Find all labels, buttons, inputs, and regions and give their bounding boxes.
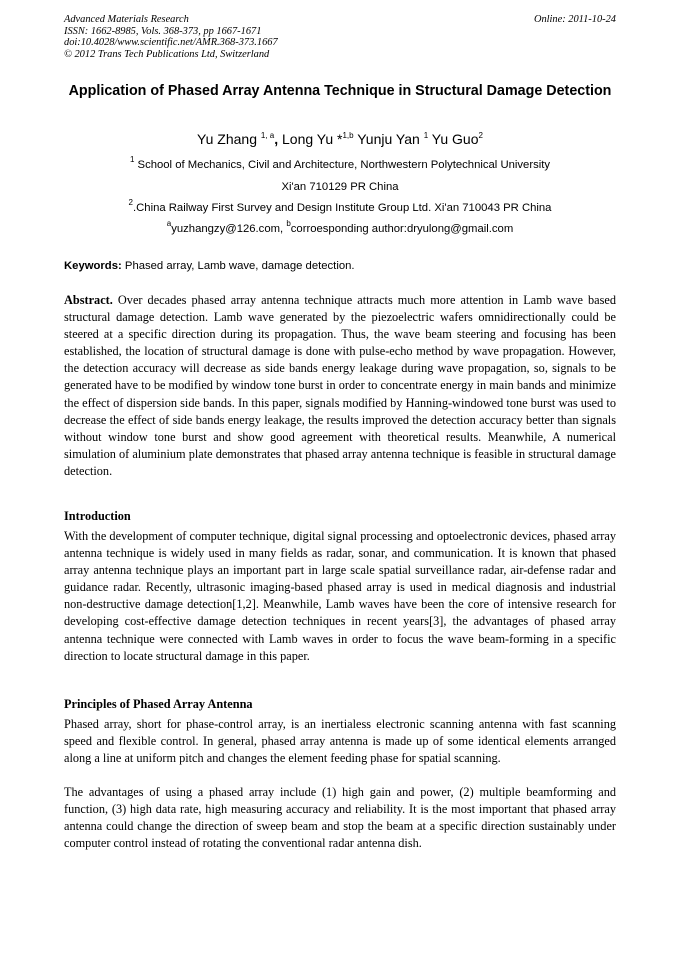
author-superscript: 1,b bbox=[342, 131, 354, 140]
affiliation-2 bbox=[64, 198, 616, 215]
author-name: Yunju Yan bbox=[353, 131, 424, 147]
email-a: yuzhangzy@126.com, bbox=[171, 223, 287, 235]
email-b: corroesponding author:dryulong@gmail.com bbox=[290, 223, 514, 235]
email-superscript: a bbox=[166, 219, 172, 228]
doi-line: doi:10.4028/www.scientific.net/AMR.368-373.1667 bbox=[64, 37, 278, 49]
introduction-paragraph: With the development of computer technique, digital signal processing and optoelectronic devices, phased array antenna technique is widely used in many fields as radar, sonar, and communication. It is known that phased array antenna technique plays an important part in large scale spatial surveillance radar, air-defense radar and guidance radar. Recently, ultrasonic imaging-based phased array is used in medical diagnosis and industrial non-destructive damage detection[1,2]. Meanwhile, Lamb waves have been the core of intensive research for developing cost-effective damage detection techniques in recent years[3], the advantages of phased array antenna technique were connected with Lamb waves in order to focus the wave beam-forming in a specific direction to locate structural damage in this paper. bbox=[64, 529, 616, 663]
affiliation-text: School of Mechanics, Civil and Architecture, Northwestern Polytechnical University bbox=[134, 159, 551, 171]
principles-paragraph-1: Phased array, short for phase-control array, is an inertialess electronic scanning antenna with fast scanning speed and flexible control. In general, phased array antenna is made up of some identical elements arranged along a line at uniform pitch and changes the element feeding phase for spatial scanning. bbox=[64, 717, 616, 766]
author-name: Yu Guo bbox=[428, 131, 479, 147]
author-superscript: 2 bbox=[478, 131, 483, 140]
paper-title: Application of Phased Array Antenna Technique in Structural Damage Detection bbox=[68, 83, 612, 99]
author-list bbox=[64, 130, 616, 148]
author-name: Yu Zhang bbox=[197, 131, 261, 147]
affiliation-1-city: Xi'an 710129 PR China bbox=[281, 181, 399, 193]
affiliation-superscript: 2 bbox=[128, 198, 133, 207]
affiliation-1 bbox=[64, 155, 616, 172]
email-superscript: b bbox=[286, 219, 291, 228]
keywords-text: Phased array, Lamb wave, damage detection. bbox=[121, 260, 355, 272]
journal-name: Advanced Materials Research bbox=[64, 14, 189, 25]
principles-heading: Principles of Phased Array Antenna bbox=[64, 697, 253, 711]
keywords-label: Keywords: bbox=[64, 260, 122, 272]
issn-line: ISSN: 1662-8985, Vols. 368-373, pp 1667-1671 bbox=[64, 25, 262, 37]
journal-header bbox=[64, 14, 616, 60]
abstract-label: Abstract. bbox=[64, 293, 113, 307]
copyright-line: © 2012 Trans Tech Publications Ltd, Switzerland bbox=[64, 48, 270, 60]
online-date: Online: 2011-10-24 bbox=[533, 14, 616, 25]
introduction-heading: Introduction bbox=[64, 509, 131, 523]
principles-paragraph-2: The advantages of using a phased array include (1) high gain and power, (2) multiple beamforming and function, (3) high data rate, high measuring accuracy and reliability. It is the most important that phased array antenna could change the direction of sweep beam and stop the beam at a specific direction sustainably under computer control instead of rotating the conventional radar antenna dish. bbox=[64, 785, 616, 851]
author-separator: , bbox=[274, 131, 282, 147]
affiliation-superscript: 1 bbox=[129, 155, 135, 164]
abstract-paragraph bbox=[64, 292, 616, 480]
author-superscript: 1, a bbox=[260, 131, 275, 140]
abstract-text: Over decades phased array antenna technique attracts much more attention in Lamb wave based structural damage detection. Lamb wave generated by the piezoelectric wafers omnidirectionally could be steered at a specific direction during its propagation. Thus, the wave beam steering and focusing has been established, the location of structural damage is done with pulse-echo method by wave propagation. However, the detection accuracy will decrease as side bands energy leakage during wave propagation, so, signals to be generated have to be modified by window tone burst in order to concentrate energy in main bands and minimize the effect of dispersion side bands. In this paper, signals modified by Hanning-windowed tone burst was used to decrease the effect of side bands energy leakage, the results improved the detection accuracy better than signals without window tone burst and show good agreement with theoretical results. Meanwhile, A numerical simulation of aluminium plate demonstrates that phased array antenna technique is feasible in structural damage detection. bbox=[64, 293, 616, 478]
email-line bbox=[64, 219, 616, 236]
keywords bbox=[64, 259, 616, 273]
author-superscript: 1 bbox=[423, 131, 429, 140]
author-name: Long Yu * bbox=[282, 131, 343, 147]
affiliation-text: .China Railway First Survey and Design Institute Group Ltd. Xi'an 710043 PR China bbox=[132, 202, 552, 214]
